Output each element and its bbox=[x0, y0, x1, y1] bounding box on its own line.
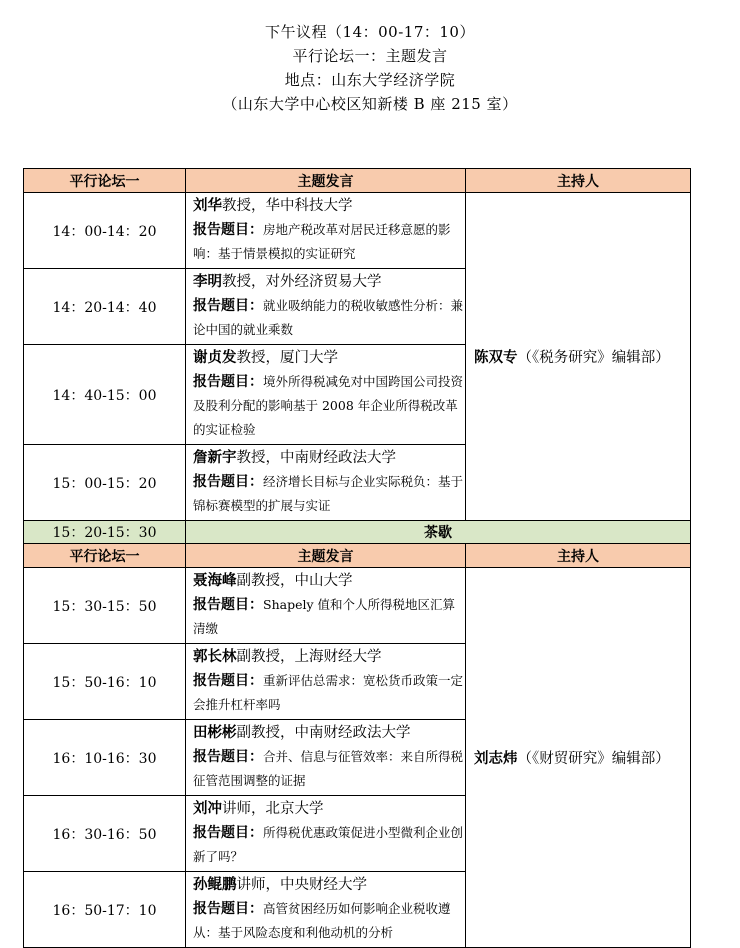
header-forum: 平行论坛一 bbox=[24, 169, 186, 193]
speaker-name: 谢贞发 bbox=[193, 350, 237, 366]
speaker-name: 李明 bbox=[193, 274, 222, 290]
speaker-name: 郭长林 bbox=[193, 649, 237, 665]
host-name: 陈双专 bbox=[474, 350, 518, 366]
time-slot: 15：30-15：50 bbox=[24, 568, 186, 644]
report-label: 报告题目： bbox=[193, 901, 263, 917]
speaker-affiliation: 副教授，上海财经大学 bbox=[236, 649, 382, 665]
speaker-affiliation: 教授，华中科技大学 bbox=[222, 198, 353, 214]
host-affiliation: （《财贸研究》编辑部） bbox=[517, 751, 670, 767]
report-label: 报告题目： bbox=[193, 597, 263, 613]
time-slot: 14：40-15：00 bbox=[24, 345, 186, 445]
header-forum: 平行论坛一 bbox=[24, 544, 186, 568]
speaker bbox=[193, 798, 465, 821]
host-affiliation: （《税务研究》编辑部） bbox=[517, 350, 670, 366]
speaker-name: 刘华 bbox=[193, 198, 222, 214]
speaker-affiliation: 副教授，中山大学 bbox=[236, 573, 353, 589]
host-cell bbox=[466, 568, 691, 948]
break-row bbox=[24, 521, 691, 544]
agenda-header bbox=[0, 20, 740, 116]
speaker-affiliation: 教授，对外经济贸易大学 bbox=[222, 274, 382, 290]
time-slot: 15：50-16：10 bbox=[24, 644, 186, 720]
report-title: Shapely 值和个人所得税地区汇算清缴 bbox=[193, 597, 455, 636]
report-title: 合并、信息与征管效率：来自所得税征管范围调整的证据 bbox=[193, 749, 464, 788]
table-row bbox=[24, 568, 691, 644]
speaker bbox=[193, 646, 465, 669]
talk-cell bbox=[186, 269, 466, 345]
speaker bbox=[193, 271, 465, 294]
table-header-row bbox=[24, 169, 691, 193]
talk-cell bbox=[186, 193, 466, 269]
talk-cell bbox=[186, 644, 466, 720]
report bbox=[193, 745, 465, 793]
report bbox=[193, 218, 465, 266]
talk-cell bbox=[186, 796, 466, 872]
table-row bbox=[24, 193, 691, 269]
session-title: 下午议程（14：00-17：10） bbox=[265, 23, 475, 41]
speaker-name: 聂海峰 bbox=[193, 573, 237, 589]
time-slot: 14：00-14：20 bbox=[24, 193, 186, 269]
time-slot: 16：50-17：10 bbox=[24, 872, 186, 948]
report-label: 报告题目： bbox=[193, 673, 263, 689]
speaker bbox=[193, 874, 465, 897]
break-label: 茶歇 bbox=[186, 521, 691, 544]
report-title: 经济增长目标与企业实际税负：基于锦标赛模型的扩展与实证 bbox=[193, 474, 464, 513]
report bbox=[193, 897, 465, 945]
speaker-affiliation: 讲师，北京大学 bbox=[222, 801, 324, 817]
time-slot: 16：10-16：30 bbox=[24, 720, 186, 796]
report-label: 报告题目： bbox=[193, 825, 263, 841]
report-title: 所得税优惠政策促进小型微利企业创新了吗？ bbox=[193, 825, 464, 864]
report-title: 就业吸纳能力的税收敏感性分析：兼论中国的就业乘数 bbox=[193, 298, 464, 337]
speaker-affiliation: 讲师，中央财经大学 bbox=[236, 877, 367, 893]
header-talk: 主题发言 bbox=[186, 169, 466, 193]
talk-cell bbox=[186, 568, 466, 644]
room: （山东大学中心校区知新楼 B 座 215 室） bbox=[222, 95, 518, 113]
report bbox=[193, 669, 465, 717]
report-label: 报告题目： bbox=[193, 298, 263, 314]
talk-cell bbox=[186, 872, 466, 948]
report-label: 报告题目： bbox=[193, 474, 263, 490]
time-slot: 16：30-16：50 bbox=[24, 796, 186, 872]
speaker bbox=[193, 195, 465, 218]
speaker-name: 詹新宇 bbox=[193, 450, 237, 466]
forum-title: 平行论坛一：主题发言 bbox=[292, 47, 448, 65]
header-host: 主持人 bbox=[466, 169, 691, 193]
speaker bbox=[193, 447, 465, 470]
report-title: 境外所得税减免对中国跨国公司投资及股利分配的影响基于 2008 年企业所得税改革的实证检验 bbox=[193, 374, 464, 437]
speaker-affiliation: 教授，中南财经政法大学 bbox=[236, 450, 396, 466]
speaker-affiliation: 教授，厦门大学 bbox=[236, 350, 338, 366]
talk-cell bbox=[186, 720, 466, 796]
report-title: 房地产税改革对居民迁移意愿的影响：基于情景模拟的实证研究 bbox=[193, 222, 451, 261]
table-header-row bbox=[24, 544, 691, 568]
report bbox=[193, 370, 465, 442]
speaker bbox=[193, 347, 465, 370]
report-label: 报告题目： bbox=[193, 749, 263, 765]
speaker bbox=[193, 722, 465, 745]
host-cell bbox=[466, 193, 691, 521]
talk-cell bbox=[186, 445, 466, 521]
header-talk: 主题发言 bbox=[186, 544, 466, 568]
speaker-affiliation: 副教授，中南财经政法大学 bbox=[236, 725, 411, 741]
time-slot: 15：00-15：20 bbox=[24, 445, 186, 521]
report-label: 报告题目： bbox=[193, 374, 263, 390]
report bbox=[193, 821, 465, 869]
report-label: 报告题目： bbox=[193, 222, 263, 238]
break-time: 15：20-15：30 bbox=[24, 521, 186, 544]
time-slot: 14：20-14：40 bbox=[24, 269, 186, 345]
speaker-name: 刘冲 bbox=[193, 801, 222, 817]
report bbox=[193, 470, 465, 518]
report bbox=[193, 294, 465, 342]
venue: 地点：山东大学经济学院 bbox=[284, 71, 456, 89]
header-host: 主持人 bbox=[466, 544, 691, 568]
speaker-name: 田彬彬 bbox=[193, 725, 237, 741]
report-title: 重新评估总需求：宽松货币政策一定会推升杠杆率吗 bbox=[193, 673, 464, 712]
report bbox=[193, 593, 465, 641]
talk-cell bbox=[186, 345, 466, 445]
agenda-table bbox=[23, 168, 691, 948]
host-name: 刘志炜 bbox=[474, 751, 518, 767]
report-title: 高管贫困经历如何影响企业税收遵从：基于风险态度和利他动机的分析 bbox=[193, 901, 451, 940]
speaker bbox=[193, 570, 465, 593]
speaker-name: 孙鲲鹏 bbox=[193, 877, 237, 893]
